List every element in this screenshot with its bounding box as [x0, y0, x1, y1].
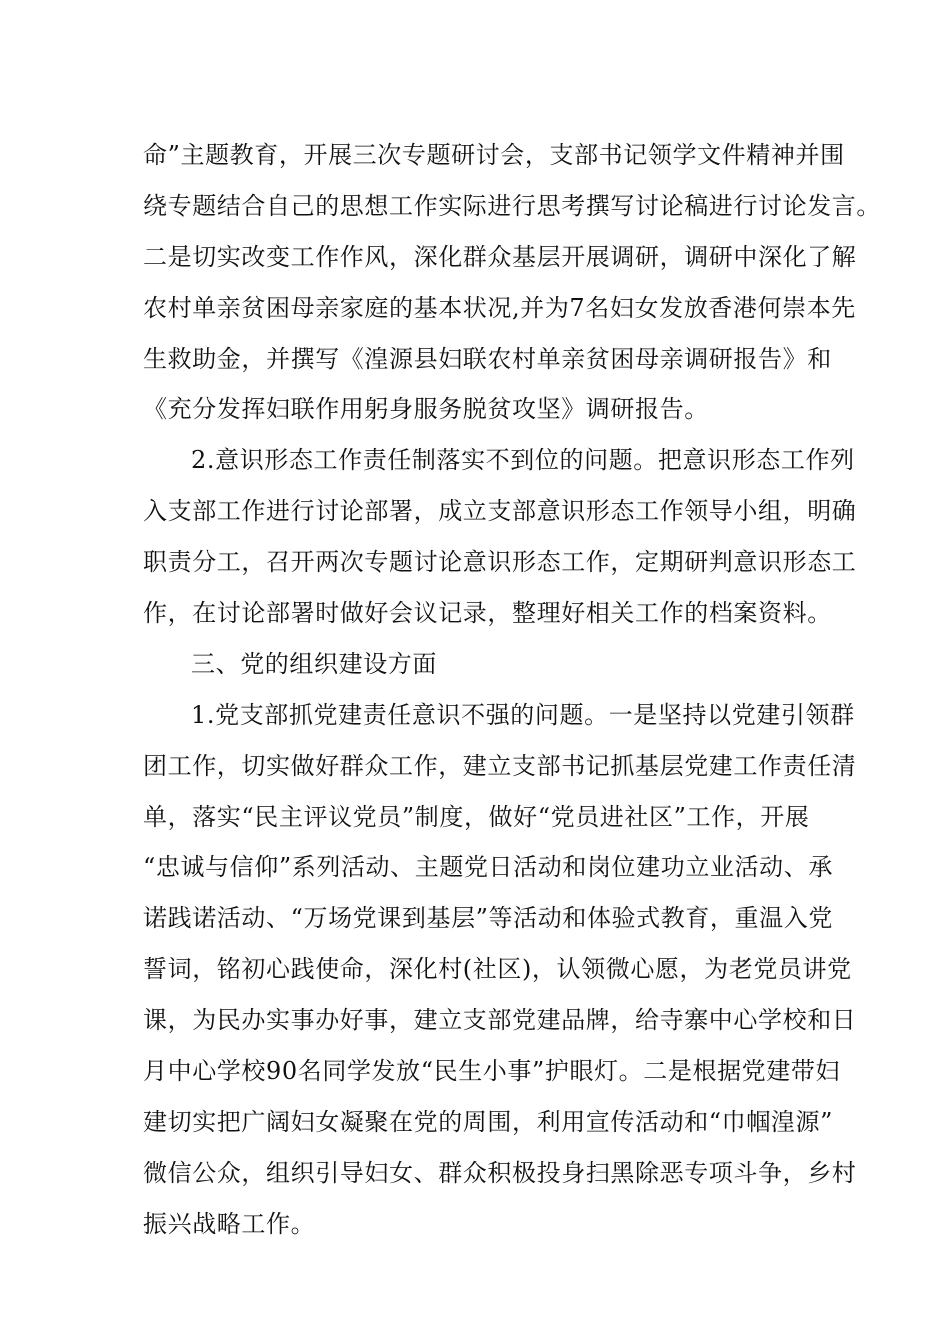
- text-line: 入支部工作进行讨论部署，成立支部意识形态工作领导小组，明确: [143, 497, 857, 526]
- text-line: 职责分工，召开两次专题讨论意识形态工作，定期研判意识形态工: [143, 548, 857, 577]
- text-line: 农村单亲贫困母亲家庭的基本状况,并为7名妇女发放香港何崇本先: [143, 293, 856, 322]
- text-line: 诺践诺活动、“万场党课到基层”等活动和体验式教育，重温入党: [143, 904, 833, 933]
- text-line: 绕专题结合自己的思想工作实际进行思考撰写讨论稿进行讨论发言。: [143, 191, 881, 220]
- text-line: 单，落实“民主评议党员”制度，做好“党员进社区”工作，开展: [143, 802, 810, 831]
- text-line: 课，为民办实事办好事，建立支部党建品牌，给寺寨中心学校和日: [143, 1006, 857, 1035]
- text-line: 月中心学校90名同学发放“民生小事”护眼灯。二是根据党建带妇: [143, 1057, 841, 1086]
- text-line: 建切实把广阔妇女凝聚在党的周围，利用宣传活动和“巾帼湟源”: [143, 1107, 833, 1136]
- text-line: 三、党的组织建设方面: [191, 649, 437, 678]
- text-line: 二是切实改变工作作风，深化群众基层开展调研，调研中深化了解: [143, 242, 857, 271]
- text-line: 生救助金，并撰写《湟源县妇联农村单亲贫困母亲调研报告》和: [143, 344, 832, 373]
- text-line: “忠诚与信仰”系列活动、主题党日活动和岗位建功立业活动、承: [143, 853, 833, 882]
- text-line: 1.党支部抓党建责任意识不强的问题。一是坚持以党建引领群: [191, 700, 855, 729]
- text-line: 振兴战略工作。: [143, 1209, 316, 1238]
- text-line: 团工作，切实做好群众工作，建立支部书记抓基层党建工作责任清: [143, 751, 857, 780]
- text-line: 作，在讨论部署时做好会议记录，整理好相关工作的档案资料。: [143, 599, 832, 628]
- text-line: 微信公众，组织引导妇女、群众积极投身扫黑除恶专项斗争，乡村: [143, 1158, 857, 1187]
- text-line: 命”主题教育，开展三次专题研讨会，支部书记领学文件精神并围: [143, 141, 845, 169]
- document-body: [143, 130, 881, 1250]
- text-line: 誓词，铭初心践使命，深化村(社区)，认领微心愿，为老党员讲党: [143, 955, 852, 984]
- text-line: 2.意识形态工作责任制落实不到位的问题。把意识形态工作列: [191, 446, 855, 475]
- text-line: 《充分发挥妇联作用躬身服务脱贫攻坚》调研报告。: [143, 395, 709, 424]
